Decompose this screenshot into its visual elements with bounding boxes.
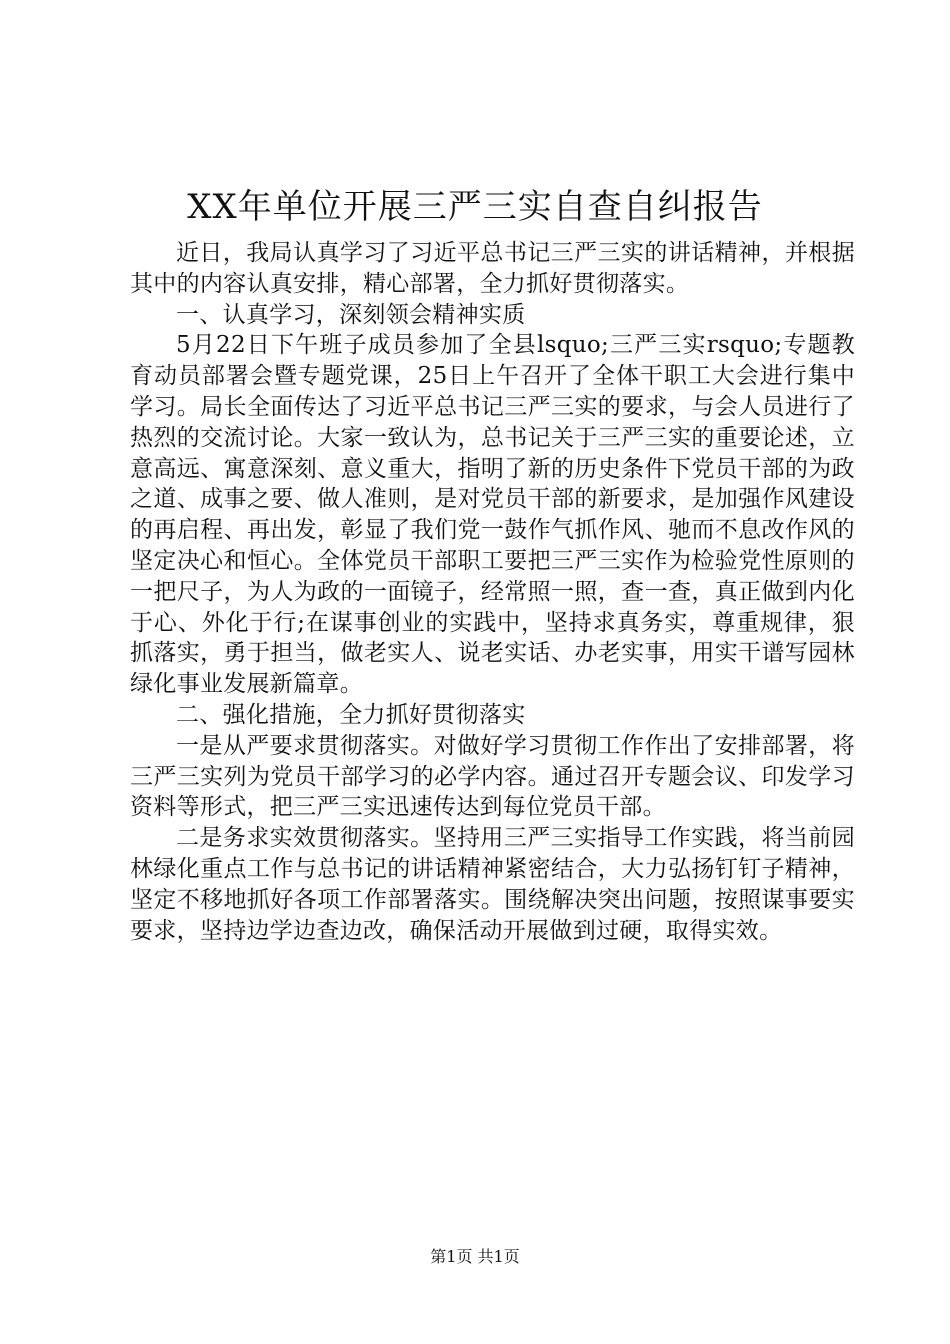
section-heading-2: 二、强化措施，全力抓好贯彻落实: [176, 701, 526, 728]
body-paragraph: 二是务求实效贯彻落实。坚持用三严三实指导工作实践，将当前园林绿化重点工作与总书记的讲话精神紧密结合，大力弘扬钉钉子精神，坚定不移地抓好各项工作部署落实。围绕解决突出问题，按照谋事要实要求，坚持边学边查边改，确保活动开展做到过硬，取得实效。: [130, 825, 855, 944]
intro-paragraph: 近日，我局认真学习了习近平总书记三严三实的讲话精神，并根据其中的内容认真安排，精心部署，全力抓好贯彻落实。: [130, 240, 855, 297]
document-body: [130, 238, 855, 946]
document-title: XX年单位开展三严三实自查自纠报告: [187, 187, 763, 227]
body-paragraph: 一是从严要求贯彻落实。对做好学习贯彻工作作出了安排部署，将三严三实列为党员干部学习的必学内容。通过召开专题会议、印发学习资料等形式，把三严三实迅速传达到每位党员干部。: [130, 732, 855, 821]
page-footer: 第1页 共1页: [430, 1247, 520, 1266]
section-heading-1: 一、认真学习，深刻领会精神实质: [176, 301, 526, 328]
body-paragraph: 5月22日下午班子成员参加了全县lsquo;三严三实rsquo;专题教育动员部署会暨专题党课，25日上午召开了全体干职工大会进行集中学习。局长全面传达了习近平总书记三严三实的要求，与会人员进行了热烈的交流讨论。大家一致认为，总书记关于三严三实的重要论述，立意高远、寓意深刻、意义重大，指明了新的历史条件下党员干部的为政之道、成事之要、做人准则，是对党员干部的新要求，是加强作风建设的再启程、再出发，彰显了我们党一鼓作气抓作风、驰而不息改作风的坚定决心和恒心。全体党员干部职工要把三严三实作为检验党性原则的一把尺子，为人为政的一面镜子，经常照一照，查一查，真正做到内化于心、外化于行;在谋事创业的实践中，坚持求真务实，尊重规律，狠抓落实，勇于担当，做老实人、说老实话、办老实事，用实干谱写园林绿化事业发展新篇章。: [130, 332, 855, 698]
